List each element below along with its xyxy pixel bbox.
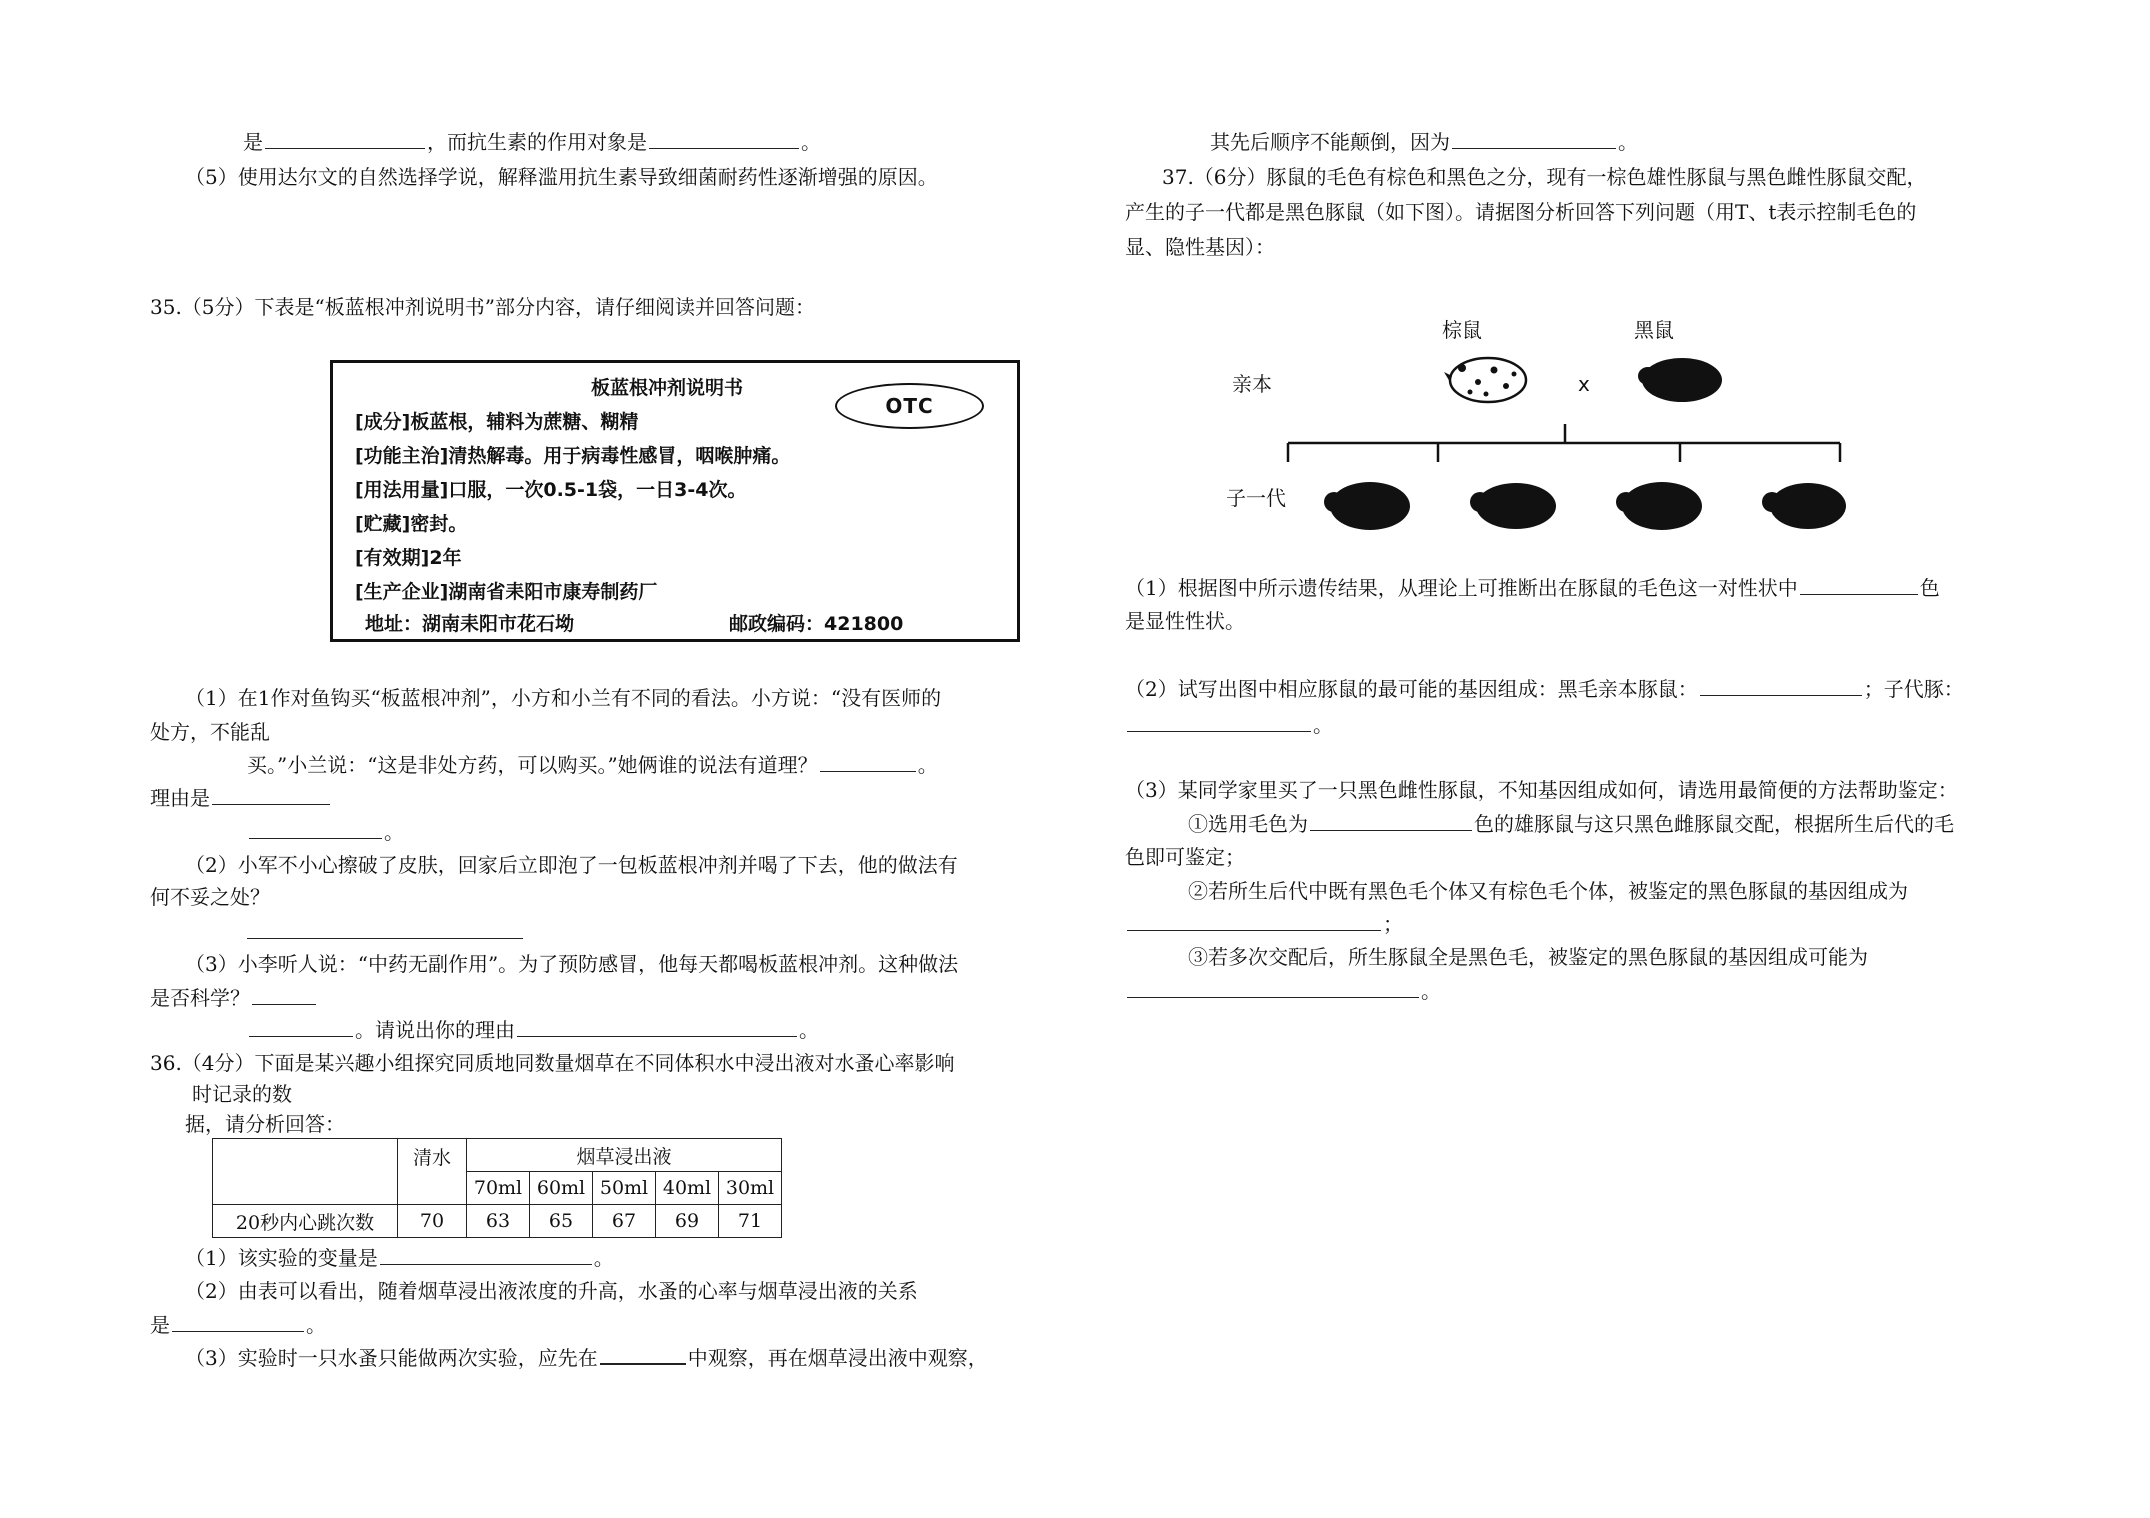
answer-blank[interactable]: [1700, 675, 1862, 696]
answer-blank[interactable]: [380, 1244, 592, 1265]
answer-blank[interactable]: [1800, 574, 1918, 595]
rx-address: 地址：湖南耒阳市花石坳: [365, 613, 575, 635]
header-volume: 40ml: [656, 1172, 719, 1205]
rx-postcode: 邮政编码：421800: [729, 613, 904, 635]
rx-indications: [功能主治]清热解毒。用于病毒性感冒，咽喉肿痛。: [355, 445, 791, 467]
rx-storage: [贮藏]密封。: [355, 513, 468, 535]
rx-manufacturer: [生产企业]湖南省耒阳市康寿制药厂: [355, 581, 658, 603]
answer-blank[interactable]: [1127, 977, 1419, 998]
answer-blank[interactable]: [1310, 810, 1472, 831]
answer-blank[interactable]: [265, 128, 425, 149]
answer-blank[interactable]: [252, 984, 316, 1005]
q37-3-2-line-b: ；: [1125, 910, 1403, 938]
header-volume: 60ml: [530, 1172, 593, 1205]
row-label: 20秒内心跳次数: [213, 1205, 398, 1238]
table-cell: 69: [656, 1205, 719, 1238]
table-row: [213, 1205, 782, 1238]
q36-3-continued: 其先后顺序不能颠倒，因为 。: [1210, 130, 1638, 154]
table-cell: 71: [719, 1205, 782, 1238]
answer-blank[interactable]: [820, 751, 916, 772]
rx-ingredients: [成分]板蓝根，辅料为蔗糖、糊精: [355, 411, 639, 433]
diagram-graphics: [1210, 300, 1910, 540]
q37-1-line-a: （1）根据图中所示遗传结果，从理论上可推断出在豚鼠的毛色这一对性状中 色: [1125, 576, 1940, 600]
header-volume: 50ml: [593, 1172, 656, 1205]
q37-2-line-b: 。: [1125, 711, 1333, 739]
offspring-guinea-pig-icon: [1470, 483, 1556, 529]
q35-1-line-a: （1）在1作对鱼钩买“板蓝根冲剂”，小方和小兰有不同的看法。小方说：“没有医师的: [185, 686, 942, 710]
answer-blank[interactable]: [249, 1016, 353, 1037]
answer-blank[interactable]: [247, 938, 523, 939]
q35-3-line-b: 是否科学？: [150, 984, 318, 1012]
q35-1-line-d: 理由是: [150, 784, 332, 812]
black-label: 黑鼠: [1634, 318, 1674, 342]
q35-stem: 35.（5分）下表是“板蓝根冲剂说明书”部分内容，请仔细阅读并回答问题：: [150, 295, 815, 319]
q36-stem-b: 时记录的数: [192, 1082, 292, 1106]
q35-3-line-c: 。请说出你的理由 。: [247, 1016, 819, 1044]
q37-stem-c: 显、隐性基因）：: [1125, 235, 1275, 259]
q36-3: （3）实验时一只水蚤只能做两次实验，应先在 中观察，再在烟草浸出液中观察，: [185, 1343, 988, 1372]
answer-blank[interactable]: [249, 818, 382, 839]
q37-stem-a: 37.（6分）豚鼠的毛色有棕色和黑色之分，现有一棕色雄性豚鼠与黑色雌性豚鼠交配，: [1162, 165, 1927, 189]
heart-rate-table: [212, 1138, 782, 1238]
rx-dosage: [用法用量]口服，一次0.5-1袋，一日3-4次。: [355, 479, 747, 501]
medicine-instruction-box: [330, 360, 1020, 642]
guinea-pig-cross-diagram: [1210, 300, 1910, 540]
q37-3-stem: （3）某同学家里买了一只黑色雌性豚鼠，不知基因组成如何，请选用最简便的方法帮助鉴定：: [1125, 778, 1958, 802]
q36-1: （1）该实验的变量是 。: [185, 1246, 614, 1270]
q36-stem-a: 36.（4分）下面是某兴趣小组探究同质地同数量烟草在不同体积水中浸出液对水蚤心率影响: [150, 1051, 955, 1075]
answer-blank[interactable]: [1127, 910, 1381, 931]
q37-3-3-line-a: ③若多次交配后，所生豚鼠全是黑色毛，被鉴定的黑色豚鼠的基因组成可能为: [1188, 945, 1868, 969]
offspring-guinea-pig-icon: [1324, 482, 1410, 530]
q36-stem-c: 据，请分析回答：: [185, 1112, 345, 1136]
answer-blank[interactable]: [649, 128, 799, 149]
q37-3-3-line-b: 。: [1125, 977, 1441, 1005]
q35-1-line-e: 。: [247, 818, 404, 846]
answer-blank[interactable]: [212, 784, 330, 805]
q36-2-line-a: （2）由表可以看出，随着烟草浸出液浓度的升高，水蚤的心率与烟草浸出液的关系: [185, 1279, 918, 1303]
otc-badge: OTC: [835, 383, 984, 429]
parent-label: 亲本: [1232, 372, 1272, 396]
table-cell: 63: [467, 1205, 530, 1238]
q35-1-line-b: 处方，不能乱: [150, 720, 270, 744]
q34-part5: （5）使用达尔文的自然选择学说，解释滥用抗生素导致细菌耐药性逐渐增强的原因。: [185, 165, 938, 189]
header-tobacco: 烟草浸出液: [467, 1139, 782, 1172]
table-corner: [213, 1139, 398, 1205]
answer-blank[interactable]: [172, 1311, 304, 1332]
q34-line-1: 是 ，而抗生素的作用对象是 。: [243, 130, 821, 154]
answer-blank[interactable]: [1452, 128, 1616, 149]
q36-2-line-b: 是 。: [150, 1313, 326, 1337]
q35-1-line-c: 买。”小兰说：“这是非处方药，可以购买。”她俩谁的说法有道理？ 。: [247, 753, 938, 777]
brown-label: 棕鼠: [1442, 318, 1482, 342]
black-guinea-pig-icon: [1638, 358, 1722, 402]
offspring-guinea-pig-icon: [1616, 482, 1702, 530]
offspring-label: 子一代: [1226, 486, 1286, 510]
cell-water: 70: [398, 1205, 467, 1238]
q37-3-2-line-a: ②若所生后代中既有黑色毛个体又有棕色毛个体，被鉴定的黑色豚鼠的基因组成为: [1188, 879, 1908, 903]
answer-blank[interactable]: [600, 1343, 686, 1365]
offspring-guinea-pig-icon: [1762, 483, 1846, 529]
answer-blank[interactable]: [1127, 711, 1311, 732]
q37-stem-b: 产生的子一代都是黑色豚鼠（如下图）。请据图分析回答下列问题（用T、t表示控制毛色的: [1125, 200, 1917, 224]
table-cell: 65: [530, 1205, 593, 1238]
q37-3-1-line-b: 色即可鉴定；: [1125, 845, 1245, 869]
answer-blank[interactable]: [517, 1016, 797, 1037]
header-water: 清水: [398, 1139, 467, 1205]
header-volume: 70ml: [467, 1172, 530, 1205]
cross-symbol: x: [1578, 372, 1590, 396]
rx-shelf-life: [有效期]2年: [355, 547, 462, 569]
header-volume: 30ml: [719, 1172, 782, 1205]
q37-2-line-a: （2）试写出图中相应豚鼠的最可能的基因组成：黑毛亲本豚鼠： ；子代豚：: [1125, 677, 1964, 701]
q35-3-line-a: （3）小李听人说：“中药无副作用”。为了预防感冒，他每天都喝板蓝根冲剂。这种做法: [185, 952, 959, 976]
q37-1-line-b: 是显性性状。: [1125, 609, 1245, 633]
q35-2-line-a: （2）小军不小心擦破了皮肤，回家后立即泡了一包板蓝根冲剂并喝了下去，他的做法有: [185, 853, 958, 877]
q35-2-line-b: 何不妥之处？: [150, 885, 270, 909]
q37-3-1-line-a: ①选用毛色为 色的雄豚鼠与这只黑色雌豚鼠交配，根据所生后代的毛: [1188, 812, 1954, 836]
table-cell: 67: [593, 1205, 656, 1238]
rx-title: 板蓝根冲剂说明书: [591, 377, 744, 399]
brown-guinea-pig-icon: [1444, 358, 1526, 402]
